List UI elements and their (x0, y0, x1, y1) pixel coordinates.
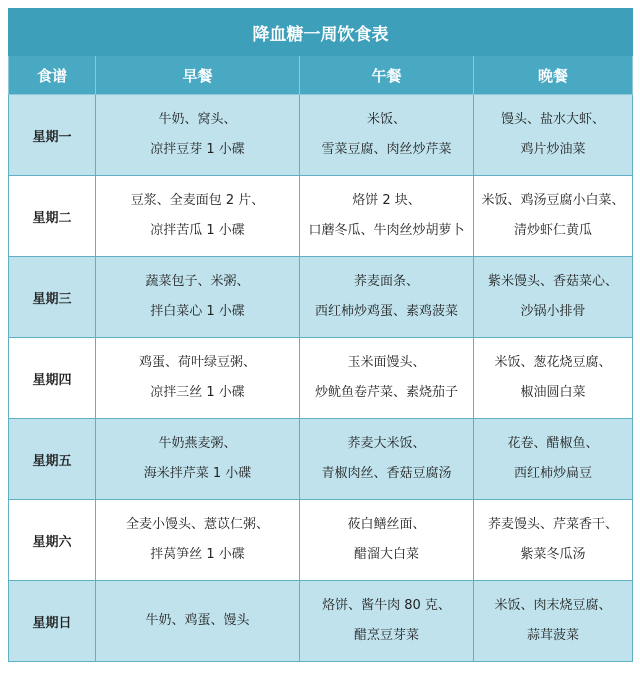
breakfast-item-line: 牛奶、鸡蛋、馒头 (145, 613, 250, 628)
breakfast-item-line: 拌白菜心 1 小碟 (150, 304, 245, 319)
header-lunch: 午餐 (300, 56, 474, 95)
dinner-cell (474, 419, 633, 500)
dinner-item-line: 米饭、葱花烧豆腐、 (494, 355, 612, 370)
dinner-item-line: 蒜茸菠菜 (526, 628, 579, 643)
breakfast-item-line: 凉拌豆芽 1 小碟 (150, 142, 245, 157)
lunch-item-line: 雪菜豆腐、肉丝炒芹菜 (321, 142, 452, 157)
lunch-item-line: 醋溜大白菜 (353, 547, 419, 562)
dinner-cell (474, 257, 633, 338)
header-breakfast: 早餐 (96, 56, 300, 95)
breakfast-item-line: 凉拌三丝 1 小碟 (150, 385, 245, 400)
breakfast-cell (96, 176, 300, 257)
dinner-cell (474, 500, 633, 581)
day-cell: 星期六 (9, 500, 96, 581)
lunch-cell (300, 500, 474, 581)
lunch-item-line: 烙饼 2 块、 (352, 193, 421, 208)
table-row (9, 257, 633, 338)
header-dinner: 晚餐 (474, 56, 633, 95)
breakfast-cell (96, 419, 300, 500)
breakfast-cell (96, 500, 300, 581)
dinner-item-line: 沙锅小排骨 (520, 304, 586, 319)
lunch-item-line: 荞麦面条、 (353, 274, 419, 289)
lunch-item-line: 口蘑冬瓜、牛肉丝炒胡萝卜 (308, 223, 465, 238)
table-row (9, 338, 633, 419)
dinner-item-line: 荞麦馒头、芹菜香干、 (487, 517, 618, 532)
diet-table (8, 8, 633, 662)
day-cell: 星期二 (9, 176, 96, 257)
dinner-item-line: 西红柿炒扁豆 (513, 466, 592, 481)
table-row (9, 419, 633, 500)
dinner-item-line: 紫米馒头、香菇菜心、 (487, 274, 618, 289)
header-row (9, 56, 633, 95)
day-cell: 星期四 (9, 338, 96, 419)
lunch-item-line: 荞麦大米饭、 (347, 436, 426, 451)
lunch-cell (300, 95, 474, 176)
breakfast-item-line: 鸡蛋、荷叶绿豆粥、 (138, 355, 256, 370)
lunch-item-line: 莜白鳝丝面、 (347, 517, 426, 532)
lunch-item-line: 玉米面馒头、 (347, 355, 426, 370)
lunch-item-line: 烙饼、酱牛肉 80 克、 (322, 598, 451, 613)
dinner-cell (474, 176, 633, 257)
breakfast-item-line: 豆浆、全麦面包 2 片、 (130, 193, 265, 208)
lunch-cell (300, 581, 474, 662)
lunch-cell (300, 419, 474, 500)
table-row (9, 176, 633, 257)
breakfast-item-line: 拌莴笋丝 1 小碟 (150, 547, 245, 562)
header-recipe: 食谱 (9, 56, 96, 95)
dinner-cell (474, 581, 633, 662)
lunch-cell (300, 257, 474, 338)
table-row (9, 95, 633, 176)
breakfast-item-line: 蔬菜包子、米粥、 (145, 274, 250, 289)
day-cell: 星期五 (9, 419, 96, 500)
lunch-item-line: 米饭、 (366, 112, 406, 127)
breakfast-item-line: 牛奶、窝头、 (158, 112, 237, 127)
dinner-item-line: 鸡片炒油菜 (520, 142, 586, 157)
dinner-item-line: 清炒虾仁黄瓜 (513, 223, 592, 238)
dinner-cell (474, 338, 633, 419)
breakfast-item-line: 凉拌苦瓜 1 小碟 (150, 223, 245, 238)
dinner-item-line: 花卷、醋椒鱼、 (507, 436, 599, 451)
dinner-item-line: 米饭、肉末烧豆腐、 (494, 598, 612, 613)
dinner-item-line: 椒油圆白菜 (520, 385, 586, 400)
lunch-item-line: 醋烹豆芽菜 (353, 628, 419, 643)
lunch-item-line: 炒鱿鱼卷芹菜、素烧茄子 (314, 385, 458, 400)
breakfast-cell (96, 257, 300, 338)
title-row (9, 9, 633, 56)
day-cell: 星期一 (9, 95, 96, 176)
breakfast-item-line: 牛奶燕麦粥、 (158, 436, 237, 451)
day-cell: 星期三 (9, 257, 96, 338)
breakfast-cell (96, 95, 300, 176)
breakfast-item-line: 全麦小馒头、薏苡仁粥、 (125, 517, 269, 532)
diet-table-container (8, 8, 632, 668)
dinner-item-line: 馒头、盐水大虾、 (500, 112, 605, 127)
table-row (9, 500, 633, 581)
lunch-cell (300, 176, 474, 257)
lunch-item-line: 西红柿炒鸡蛋、素鸡菠菜 (314, 304, 458, 319)
dinner-item-line: 紫菜冬瓜汤 (520, 547, 586, 562)
lunch-item-line: 青椒肉丝、香菇豆腐汤 (321, 466, 452, 481)
dinner-cell (474, 95, 633, 176)
lunch-cell (300, 338, 474, 419)
table-body (9, 95, 633, 662)
dinner-item-line: 米饭、鸡汤豆腐小白菜、 (481, 193, 625, 208)
breakfast-item-line: 海米拌芹菜 1 小碟 (143, 466, 252, 481)
table-title: 降血糖一周饮食表 (9, 9, 633, 56)
table-row (9, 581, 633, 662)
breakfast-cell (96, 338, 300, 419)
day-cell: 星期日 (9, 581, 96, 662)
breakfast-cell (96, 581, 300, 662)
